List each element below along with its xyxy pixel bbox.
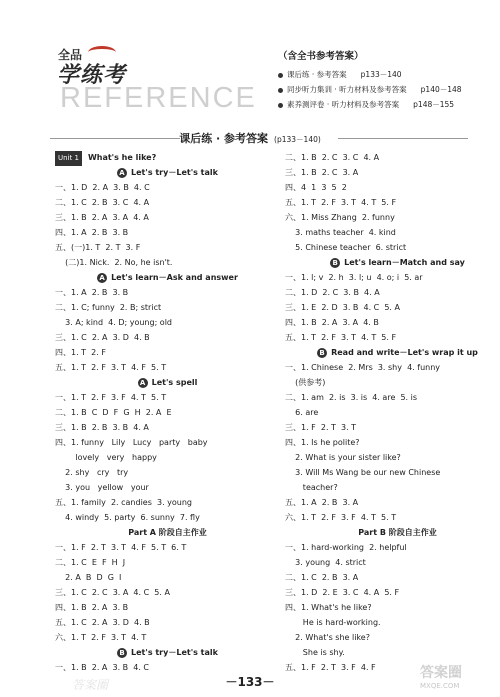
answer-row: 六、1. T 2. F 3. F 4. T 5. T — [285, 513, 397, 522]
answer-row: 4. windy 5. party 6. sunny 7. fly — [55, 513, 200, 522]
reference-title: REFERENCE — [60, 82, 257, 114]
answer-line-pages: p140－148 — [420, 85, 462, 94]
answer-line — [278, 97, 468, 112]
part-badge-icon: B — [330, 258, 340, 268]
bullet-dot-icon — [278, 73, 283, 78]
answer-row: 四、1. funny Lily Lucy party baby — [55, 438, 208, 447]
answer-row: 四、4 1 3 5 2 — [285, 183, 347, 192]
subsection-title: Let's learn－Match and say — [344, 258, 465, 267]
logo-brand-main: 学练考 — [57, 63, 127, 88]
answer-row: 一、1. D 2. A 3. B 4. C — [55, 183, 150, 192]
answer-line-label: 素养测评卷 · 听力材料及参考答案 — [287, 100, 400, 109]
answer-row: 四、1. What's he like? — [285, 603, 372, 612]
watermark-left: 答案圈 — [72, 678, 109, 692]
answer-row: 2. A B D G I — [55, 573, 122, 582]
answer-row: 5. Chinese teacher 6. strict — [285, 243, 407, 252]
answer-row: 3. maths teacher 4. kind — [285, 228, 396, 237]
answer-row: 2. What's she like? — [285, 633, 370, 642]
answer-line — [278, 67, 468, 82]
subsection-heading — [55, 165, 280, 180]
unit-tag: Unit 1 — [55, 151, 82, 166]
answer-row: 三、1. C 2. C 3. A 4. C 5. A — [55, 588, 170, 597]
answer-row: 二、1. B C D F G H 2. A E — [55, 408, 172, 417]
answer-row: 四、1. B 2. A 3. B — [55, 603, 129, 612]
answer-box-title: （含全书参考答案） — [278, 51, 364, 62]
answer-row: She is shy. — [285, 648, 345, 657]
answer-row: 二、1. B 2. C 3. C 4. A — [285, 153, 380, 162]
answer-lines — [278, 67, 468, 112]
answer-row: 五、(一)1. T 2. T 3. F — [55, 243, 141, 252]
subsection-title: Read and write－Let's wrap it up — [331, 348, 478, 357]
answer-row: 五、1. T 2. F 3. T 4. T 5. F — [285, 333, 397, 342]
answer-row: (供参考) — [285, 378, 326, 387]
page-number: －133－ — [225, 675, 275, 689]
answer-row: 五、1. F 2. T 3. F 4. F — [285, 663, 376, 672]
answer-row: 一、1. B 2. A 3. B 4. C — [55, 663, 149, 672]
answer-row: 三、1. B 2. A 3. A 4. A — [55, 213, 149, 222]
answer-row: 一、1. l; v 2. h 3. l; u 4. o; i 5. ar — [285, 273, 423, 282]
subsection-title: Let's learn－Ask and answer — [111, 273, 238, 282]
section-title — [0, 130, 500, 146]
answer-row: 一、1. A 2. B 3. B — [55, 288, 129, 297]
section-title-pages: (p133－140) — [274, 135, 321, 144]
answer-row: 三、1. E 2. D 3. B 4. C 5. A — [285, 303, 400, 312]
part-badge-icon: A — [138, 378, 148, 388]
subsection-heading — [55, 525, 280, 540]
section-title-text: 课后练 · 参考答案 — [179, 132, 269, 145]
subsection-heading — [285, 525, 500, 540]
part-badge-icon: A — [117, 168, 127, 178]
bullet-dot-icon — [278, 103, 283, 108]
subsection-title: Part A 阶段自主作业 — [128, 528, 207, 537]
answer-row: 四、1. B 2. A 3. A 4. B — [285, 318, 379, 327]
part-badge-icon: B — [317, 348, 327, 358]
answer-row: 二、1. C 2. B 3. C 4. A — [55, 198, 150, 207]
part-badge-icon: B — [117, 648, 127, 658]
part-badge-icon: A — [97, 273, 107, 283]
subsection-heading — [285, 255, 500, 270]
answer-row: 四、1. A 2. B 3. B — [55, 228, 129, 237]
answer-row: (二)1. Nick. 2. No, he isn't. — [55, 258, 173, 267]
answer-row: 六、1. T 2. F 3. T 4. T — [55, 633, 147, 642]
answer-row: 六、1. Miss Zhang 2. funny — [285, 213, 395, 222]
unit-heading — [55, 150, 280, 165]
answer-row: 二、1. D 2. C 3. B 4. A — [285, 288, 380, 297]
subsection-heading — [55, 645, 280, 660]
unit-title: What's he like? — [87, 153, 157, 162]
answer-row: 四、1. T 2. F — [55, 348, 106, 357]
answer-row: teacher? — [285, 483, 338, 492]
answer-row: 一、1. F 2. T 3. T 4. F 5. T 6. T — [55, 543, 187, 552]
subsection-heading — [55, 375, 280, 390]
subsection-heading — [285, 345, 500, 360]
answer-line-label: 同步听力集训 · 听力材料及参考答案 — [287, 85, 407, 94]
answer-line-label: 课后练 · 参考答案 — [287, 70, 347, 79]
answer-row: 二、1. am 2. is 3. is 4. are 5. is — [285, 393, 418, 402]
watermark-right: 答案圈 — [420, 665, 462, 681]
answers-right-column — [285, 150, 500, 675]
logo-brand-small: 全品 — [58, 48, 83, 62]
answer-line-pages: p133－140 — [360, 70, 402, 79]
answer-row: 2. What is your sister like? — [285, 453, 401, 462]
subsection-title: Let's try－Let's talk — [131, 168, 218, 177]
answer-line-pages: p148－155 — [413, 100, 455, 109]
answer-row: 2. shy cry try — [55, 468, 129, 477]
answer-row: 三、1. D 2. E 3. C 4. A 5. F — [285, 588, 400, 597]
subsection-heading — [55, 270, 280, 285]
answer-row: 3. A; kind 4. D; young; old — [55, 318, 173, 327]
answer-row: 三、1. C 2. A 3. D 4. B — [55, 333, 150, 342]
answer-row: 四、1. Is he polite? — [285, 438, 360, 447]
subsection-title: Let's spell — [151, 378, 198, 387]
answer-row: 二、1. C E F H J — [55, 558, 126, 567]
answer-row: 一、1. hard-working 2. helpful — [285, 543, 407, 552]
answer-row: 一、1. T 2. F 3. F 4. T 5. T — [55, 393, 167, 402]
answer-row: 3. you yellow your — [55, 483, 149, 492]
answer-row: 3. Will Ms Wang be our new Chinese — [285, 468, 441, 477]
answer-row: 二、1. C; funny 2. B; strict — [55, 303, 162, 312]
answer-line — [278, 82, 468, 97]
answer-row: 三、1. B 2. C 3. A — [285, 168, 359, 177]
answer-row: 3. young 4. strict — [285, 558, 366, 567]
answer-row: 五、1. T 2. F 3. T 4. T 5. F — [285, 198, 397, 207]
answer-row: He is hard-working. — [285, 618, 381, 627]
subsection-title: Let's try－Let's talk — [131, 648, 218, 657]
answer-row: 五、1. family 2. candies 3. young — [55, 498, 192, 507]
answer-row: 一、1. Chinese 2. Mrs 3. shy 4. funny — [285, 363, 441, 372]
answers-left-column — [55, 150, 280, 675]
answer-row: 三、1. B 2. B 3. B 4. A — [55, 423, 149, 432]
answer-row: 6. are — [285, 408, 319, 417]
watermark-url: MXQE.COM — [420, 682, 460, 690]
answer-row: 五、1. C 2. A 3. D 4. B — [55, 618, 150, 627]
subsection-title: Part B 阶段自主作业 — [358, 528, 437, 537]
answer-row: 五、1. A 2. B 3. A — [285, 498, 359, 507]
answer-row: 三、1. F 2. T 3. T — [285, 423, 357, 432]
answer-row: 二、1. C 2. B 3. A — [285, 573, 359, 582]
answer-contents-box — [278, 48, 468, 110]
answer-row: lovely very happy — [55, 453, 157, 462]
bullet-dot-icon — [278, 88, 283, 93]
answer-row: 五、1. T 2. F 3. T 4. F 5. T — [55, 363, 167, 372]
